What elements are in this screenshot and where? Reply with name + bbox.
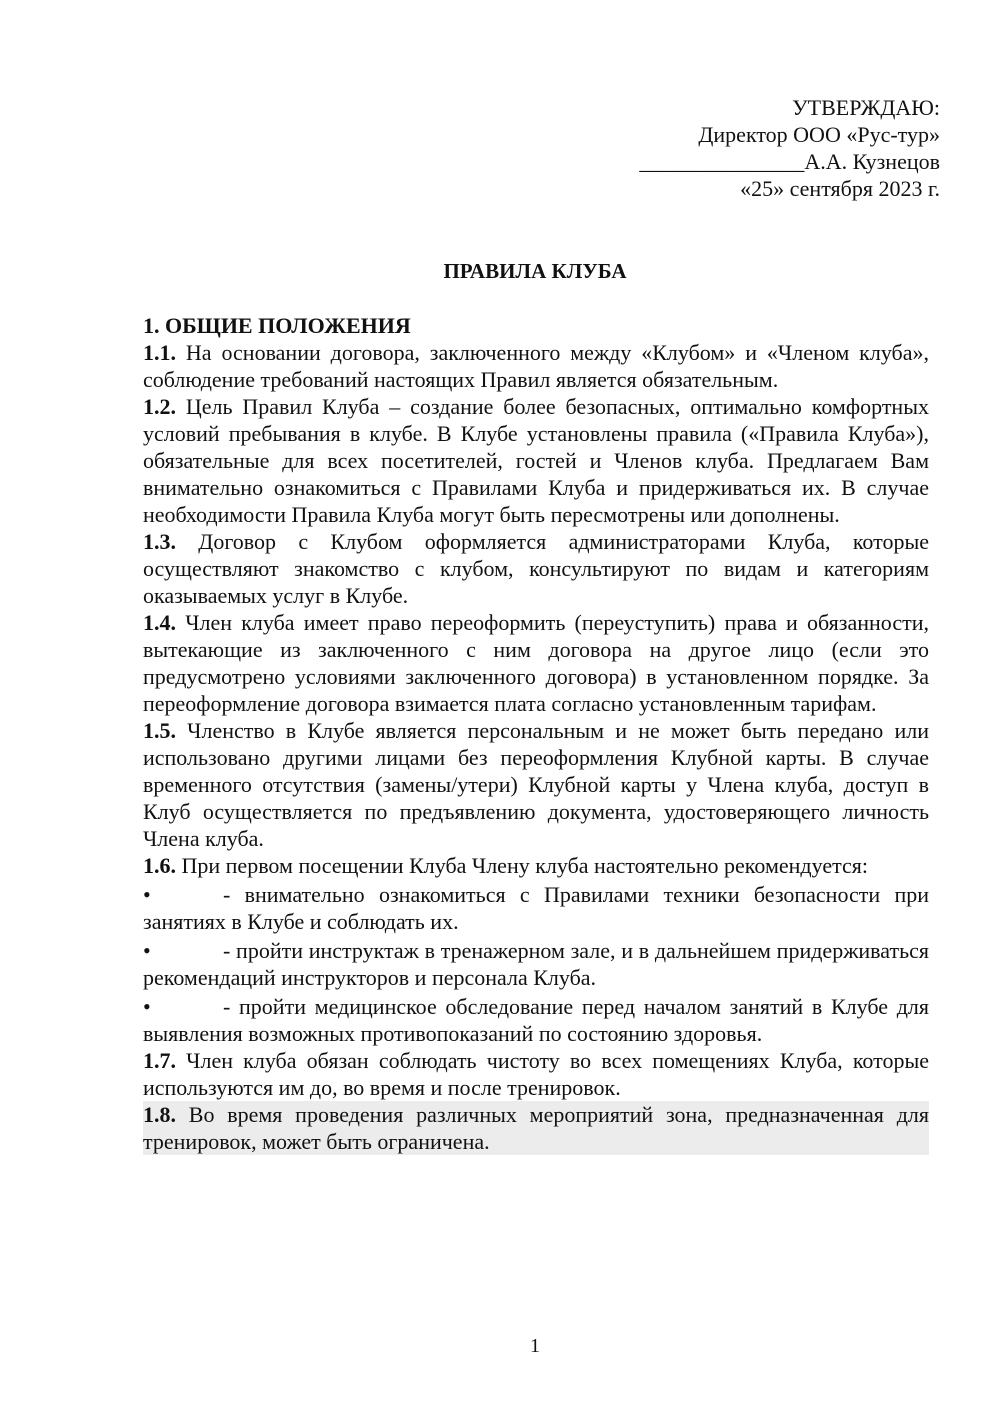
clause-number: 1.7. [143, 1048, 176, 1073]
clause-1-2 [143, 393, 929, 528]
clause-number: 1.4. [143, 610, 176, 635]
clause-number: 1.2. [143, 394, 176, 419]
page-number: 1 [530, 1335, 540, 1357]
bullet-text: - внимательно ознакомиться с Правилами техники безопасности при занятиях в Клубе и соблюдать их. [143, 882, 929, 934]
approval-date: «25» сентября 2023 г. [740, 176, 940, 201]
clause-text: На основании договора, заключенного между «Клубом» и «Членом клуба», соблюдение требований настоящих Правил является обязательным. [143, 340, 929, 392]
clause-1-7 [143, 1047, 929, 1101]
list-item [143, 937, 929, 991]
document-title: ПРАВИЛА КЛУБА [443, 259, 627, 283]
signatory-name: А.А. Кузнецов [804, 149, 940, 174]
approval-position: Директор ООО «Рус-тур» [698, 122, 940, 147]
clause-text: При первом посещении Клуба Члену клуба настоятельно рекомендуется: [176, 853, 868, 878]
bullet-icon: • [143, 938, 151, 963]
clause-1-6 [143, 852, 929, 879]
clause-1-8 [143, 1101, 929, 1155]
bullet-icon: • [143, 994, 151, 1019]
clause-number: 1.6. [143, 853, 176, 878]
list-item [143, 881, 929, 935]
clause-text: Член клуба имеет право переоформить (переуступить) права и обязанности, вытекающие из заключенного с ним договора на другое лицо (если это предусмотрено условиями заключенного договора) в установленном порядке. За переоформление договора взимается плата согласно установленным тарифам. [143, 610, 929, 716]
clause-text: Член клуба обязан соблюдать чистоту во всех помещениях Клуба, которые используются им до, во время и после тренировок. [143, 1048, 929, 1100]
approval-block [639, 94, 940, 202]
clause-1-5 [143, 717, 929, 852]
clause-number: 1.3. [143, 529, 176, 554]
approval-signature [639, 148, 940, 175]
bullet-icon: • [143, 882, 151, 907]
clause-text: Во время проведения различных мероприятий зона, предназначенная для тренировок, может быть ограничена. [143, 1102, 929, 1154]
document-body [143, 312, 929, 1155]
clause-number: 1.8. [143, 1102, 176, 1127]
clause-1-4 [143, 609, 929, 717]
clause-number: 1.1. [143, 340, 176, 365]
clause-text: Договор с Клубом оформляется администраторами Клуба, которые осуществляют знакомство с клубом, консультируют по видам и категориям оказываемых услуг в Клубе. [143, 529, 929, 608]
clause-1-3 [143, 528, 929, 609]
bullet-text: - пройти инструктаж в тренажерном зале, и в дальнейшем придерживаться рекомендаций инструкторов и персонала Клуба. [143, 938, 929, 990]
clause-1-1 [143, 339, 929, 393]
bullet-text: - пройти медицинское обследование перед началом занятий в Клубе для выявления возможных противопоказаний по состоянию здоровья. [143, 994, 929, 1046]
signature-line: _______________ [639, 149, 805, 174]
clause-number: 1.5. [143, 718, 176, 743]
section-heading: 1. ОБЩИЕ ПОЛОЖЕНИЯ [143, 313, 411, 338]
clause-text: Членство в Клубе является персональным и не может быть передано или использовано другими лицами без переоформления Клубной карты. В случае временного отсутствия (замены/утери) Клубной карты у Члена клуба, доступ в Клуб осуществляется по предъявлению документа, удостоверяющего личность Члена клуба. [143, 718, 929, 851]
clause-text: Цель Правил Клуба – создание более безопасных, оптимально комфортных условий пребывания в клубе. В Клубе установлены правила («Правила Клуба»), обязательные для всех посетителей, гостей и Членов клуба. Предлагаем Вам внимательно ознакомиться с Правилами Клуба и придерживаться их. В случае необходимости Правила Клуба могут быть пересмотрены или дополнены. [143, 394, 929, 527]
list-item [143, 993, 929, 1047]
approval-heading: УТВЕРЖДАЮ: [792, 95, 940, 120]
